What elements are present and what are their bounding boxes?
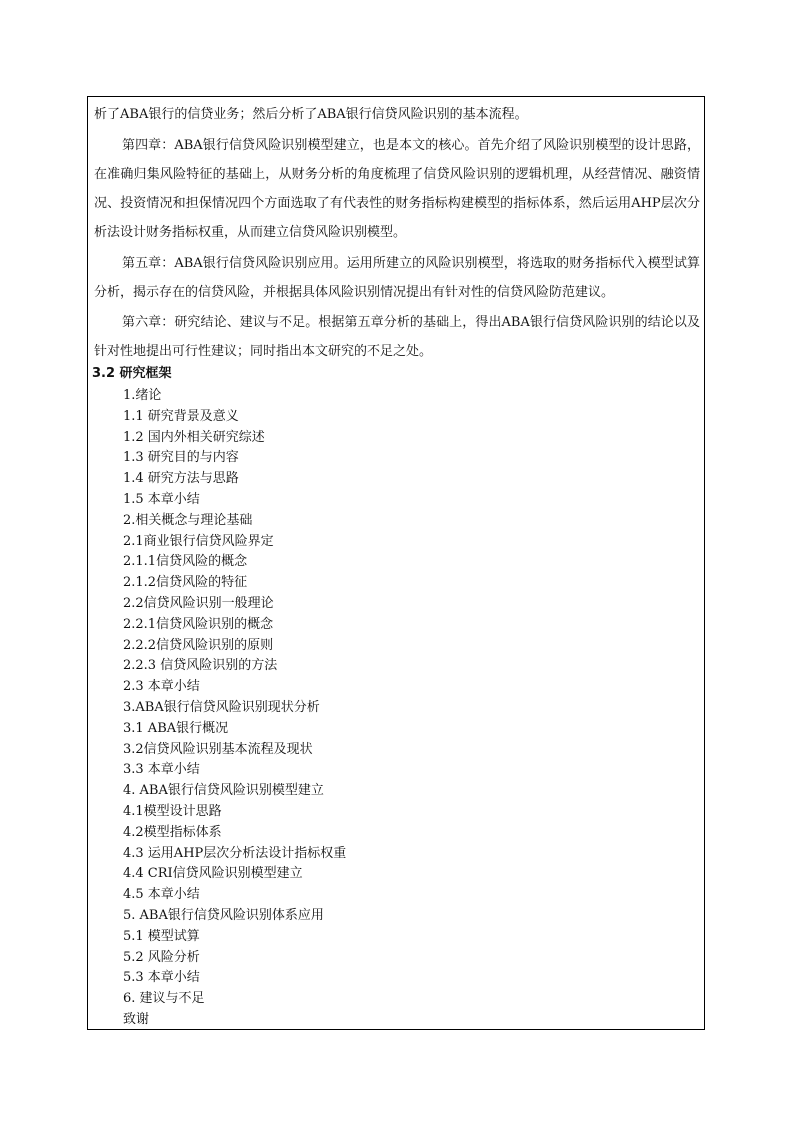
research-framework-list <box>123 386 346 1031</box>
toc-item: 2.1.2信贷风险的特征 <box>123 575 248 591</box>
toc-item: 3.1 ABA银行概况 <box>123 720 229 736</box>
toc-item: 1.3 研究目的与内容 <box>123 450 239 466</box>
toc-item: 1.2 国内外相关研究综述 <box>123 429 265 445</box>
toc-item: 2.相关概念与理论基础 <box>123 512 253 528</box>
toc-item: 2.3 本章小结 <box>123 679 200 695</box>
toc-item: 4. ABA银行信贷风险识别模型建立 <box>123 783 324 799</box>
toc-item: 2.2信贷风险识别一般理论 <box>123 595 274 611</box>
toc-item: 6. 建议与不足 <box>123 991 205 1007</box>
toc-item: 致谢 <box>123 1011 150 1027</box>
toc-item: 3.3 本章小结 <box>123 762 200 778</box>
toc-item: 2.2.2信贷风险识别的原则 <box>123 637 274 653</box>
toc-item: 1.绪论 <box>123 388 162 403</box>
paragraph-chapter-five: 第五章：ABA银行信贷风险识别应用。运用所建立的风险识别模型，将选取的财务指标代入模型试算分析，揭示存在的信贷风险，并根据具体风险识别情况提出有针对性的信贷风险防范建议。 <box>94 256 700 300</box>
toc-item: 2.1.1信贷风险的概念 <box>123 554 248 570</box>
toc-item: 2.2.3 信贷风险识别的方法 <box>123 658 278 674</box>
toc-item: 5.3 本章小结 <box>123 970 200 986</box>
toc-item: 1.4 研究方法与思路 <box>123 471 239 487</box>
toc-item: 2.2.1信贷风险识别的概念 <box>123 616 274 632</box>
toc-item: 1.5 本章小结 <box>123 491 200 507</box>
toc-item: 4.5 本章小结 <box>123 887 200 903</box>
toc-item: 3.ABA银行信贷风险识别现状分析 <box>123 699 320 715</box>
toc-item: 2.1商业银行信贷风险界定 <box>123 533 274 549</box>
toc-item: 5.2 风险分析 <box>123 949 200 965</box>
paragraph-chapter-four: 第四章：ABA银行信贷风险识别模型建立，也是本文的核心。首先介绍了风险识别模型的设计思路，在准确归集风险特征的基础上，从财务分析的角度梳理了信贷风险识别的逻辑机理，从经营情况、融资情况、投资情况和担保情况四个方面选取了有代表性的财务指标构建模型的指标体系，然后运用AHP层次分析法设计财务指标权重，从而建立信贷风险识别模型。 <box>94 138 700 240</box>
toc-item: 1.1 研究背景及意义 <box>123 408 239 424</box>
toc-item: 4.1模型设计思路 <box>123 803 222 819</box>
toc-item: 4.4 CRI信贷风险识别模型建立 <box>123 866 303 882</box>
toc-item: 4.3 运用AHP层次分析法设计指标权重 <box>123 845 347 861</box>
toc-item: 5. ABA银行信贷风险识别体系应用 <box>123 907 324 923</box>
toc-item: 5.1 模型试算 <box>123 928 200 944</box>
toc-item: 4.2模型指标体系 <box>123 824 222 840</box>
paragraph-continuation: 析了ABA银行的信贷业务；然后分析了ABA银行信贷风险识别的基本流程。 <box>94 107 528 122</box>
section-heading: 3.2 研究框架 <box>92 366 172 381</box>
paragraph-chapter-six: 第六章：研究结论、建议与不足。根据第五章分析的基础上，得出ABA银行信贷风险识别的结论以及针对性地提出可行性建议；同时指出本文研究的不足之处。 <box>94 315 700 359</box>
toc-item: 3.2信贷风险识别基本流程及现状 <box>123 741 313 757</box>
